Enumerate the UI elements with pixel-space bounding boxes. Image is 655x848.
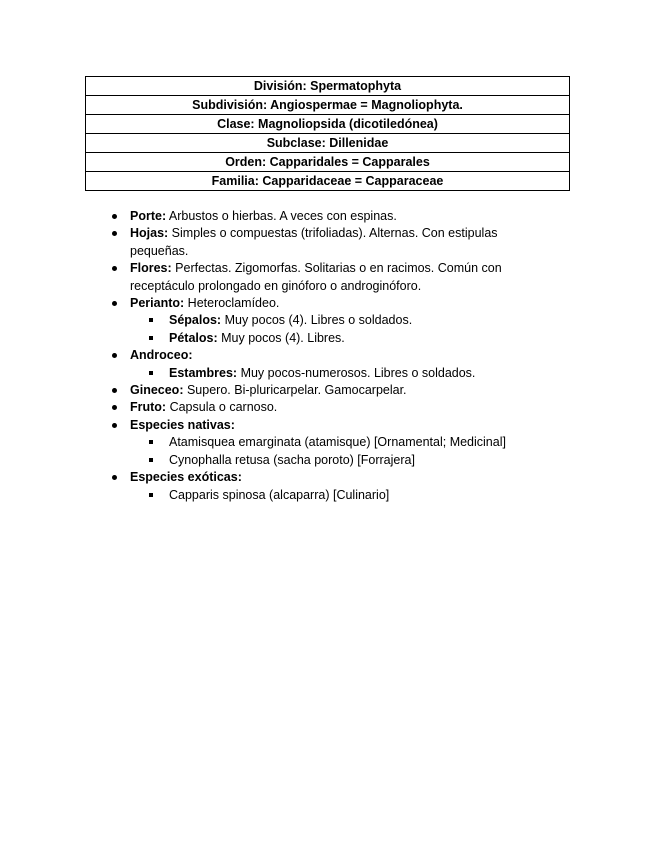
- taxonomy-subclass: Subclase: Dillenidae: [86, 134, 570, 153]
- item-label: Fruto:: [130, 400, 167, 415]
- list-item-fruto: [111, 399, 551, 416]
- item-text: Muy pocos (4). Libres o soldados.: [221, 313, 413, 328]
- item-label: Estambres:: [169, 365, 238, 380]
- item-text: Perfectas. Zigomorfas. Solitarias o en racimos. Común con receptáculo prolongado en ginóforo o androginóforo.: [130, 261, 502, 293]
- taxonomy-table: [85, 76, 570, 191]
- taxonomy-subdivision: Subdivisión: Angiospermae = Magnoliophyta.: [86, 96, 570, 115]
- characteristics-list: [111, 208, 551, 504]
- list-item-androceo: [111, 347, 551, 364]
- item-text: Muy pocos (4). Libres.: [217, 330, 345, 345]
- taxonomy-division: División: Spermatophyta: [86, 77, 570, 96]
- item-label: Especies exóticas:: [130, 470, 242, 485]
- item-text: Cynophalla retusa (sacha poroto) [Forrajera]: [169, 452, 415, 467]
- item-text: Heteroclamídeo.: [184, 296, 280, 311]
- list-item-flores: [111, 260, 551, 295]
- list-item-perianto: [111, 295, 551, 312]
- table-row: [86, 115, 570, 134]
- item-text: Capparis spinosa (alcaparra) [Culinario]: [169, 487, 390, 502]
- item-label: Androceo:: [130, 348, 193, 363]
- item-label: Pétalos:: [169, 330, 218, 345]
- list-item-porte: [111, 208, 551, 225]
- item-text: Atamisquea emarginata (atamisque) [Ornamental; Medicinal]: [169, 435, 506, 450]
- sublist-item-species: [111, 434, 551, 451]
- item-text: Arbustos o hierbas. A veces con espinas.: [166, 209, 397, 223]
- item-label: Sépalos:: [169, 313, 222, 328]
- item-text: Supero. Bi-pluricarpelar. Gamocarpelar.: [183, 383, 407, 398]
- table-row: [86, 77, 570, 96]
- list-item-gineceo: [111, 382, 551, 399]
- item-label: Porte:: [130, 209, 167, 223]
- item-label: Flores:: [130, 261, 172, 276]
- table-row: [86, 96, 570, 115]
- item-text: Muy pocos-numerosos. Libres o soldados.: [237, 365, 476, 380]
- sublist-item-estambres: [111, 365, 551, 382]
- list-item-especies-exoticas: [111, 469, 551, 486]
- item-label: Perianto:: [130, 296, 185, 311]
- table-row: [86, 153, 570, 172]
- sublist-item-species: [111, 487, 551, 504]
- table-row: [86, 172, 570, 191]
- item-label: Hojas:: [130, 226, 169, 241]
- item-text: Simples o compuestas (trifoliadas). Alternas. Con estipulas pequeñas.: [130, 226, 498, 258]
- table-row: [86, 134, 570, 153]
- taxonomy-order: Orden: Capparidales = Capparales: [86, 153, 570, 172]
- item-label: Especies nativas:: [130, 417, 235, 432]
- sublist-item-sepalos: [111, 312, 551, 329]
- item-text: Capsula o carnoso.: [166, 400, 278, 415]
- list-item-hojas: [111, 225, 551, 260]
- taxonomy-class: Clase: Magnoliopsida (dicotiledónea): [86, 115, 570, 134]
- list-item-especies-nativas: [111, 417, 551, 434]
- item-label: Gineceo:: [130, 383, 184, 398]
- taxonomy-family: Familia: Capparidaceae = Capparaceae: [86, 172, 570, 191]
- sublist-item-petalos: [111, 330, 551, 347]
- sublist-item-species: [111, 452, 551, 469]
